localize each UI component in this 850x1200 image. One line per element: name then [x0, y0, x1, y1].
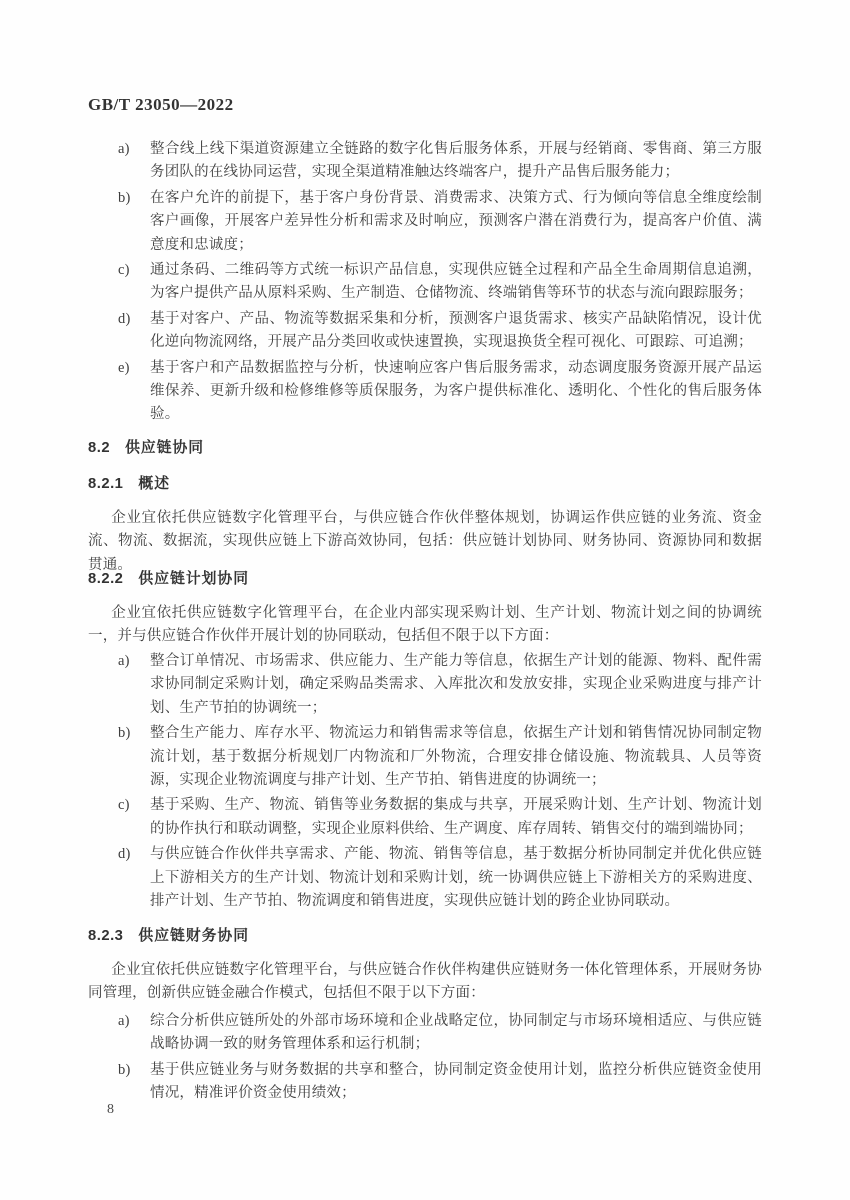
section-heading-8-2 [88, 437, 762, 460]
list-item [88, 138, 762, 185]
paragraph-8-2-3: 企业宜依托供应链数字化管理平台，与供应链合作伙伴构建供应链财务一体化管理体系，开展财务协同管理，创新供应链金融合作模式，包括但不限于以下方面： [88, 962, 762, 1002]
after-sales-list [88, 138, 762, 427]
doc-number: GB/T 23050—2022 [88, 95, 234, 114]
list-item [88, 357, 762, 427]
item-text: 基于供应链业务与财务数据的共享和整合，协同制定资金使用计划，监控分析供应链资金使用情况，精准评价资金使用绩效； [150, 1061, 762, 1102]
item-text: 整合生产能力、库存水平、物流运力和销售需求等信息，依据生产计划和销售情况协同制定物流计划，基于数据分析规划厂内物流和厂外物流，合理安排仓储设施、物流载具、人员等资源，实现企业物流调度与排产计划、生产节拍、销售进度的协调统一； [150, 725, 762, 789]
section-heading-8-2-2 [88, 568, 762, 591]
item-text: 整合订单情况、市场需求、供应能力、生产能力等信息，依据生产计划的能源、物料、配件需求协同制定采购计划，确定采购品类需求、入库批次和发放安排，实现企业采购进度与排产计划、生产节拍的协调统一； [150, 653, 762, 716]
list-item [88, 259, 762, 306]
list-item [88, 1010, 762, 1057]
section-number: 8.2.2 [88, 571, 124, 587]
item-text: 通过条码、二维码等方式统一标识产品信息，实现供应链全过程和产品全生命周期信息追溯，为客户提供产品从原料采购、生产制造、仓储物流、终端销售等环节的状态与流向跟踪服务； [150, 262, 762, 302]
plan-collab-list [88, 650, 762, 913]
item-text: 基于客户和产品数据监控与分析，快速响应客户售后服务需求，动态调度服务资源开展产品运维保养、更新升级和检修维修等质保服务，为客户提供标准化、透明化、个性化的售后服务体验。 [150, 359, 762, 423]
section-title: 概述 [138, 476, 171, 492]
section-heading-8-2-3 [88, 925, 762, 948]
item-label: e) [118, 359, 130, 376]
paragraph-8-2-2: 企业宜依托供应链数字化管理平台，在企业内部实现采购计划、生产计划、物流计划之间的协调统一，并与供应链合作伙伴开展计划的协同联动，包括但不限于以下方面： [88, 605, 762, 645]
section-number: 8.2.1 [88, 476, 124, 492]
item-text: 整合线上线下渠道资源建立全链路的数字化售后服务体系，开展与经销商、零售商、第三方服务团队的在线协同运营，实现全渠道精准触达终端客户，提升产品售后服务能力； [150, 141, 762, 181]
item-label: c) [118, 797, 130, 814]
item-text: 与供应链合作伙伴共享需求、产能、物流、销售等信息，基于数据分析协同制定并优化供应链上下游相关方的生产计划、物流计划和采购计划，统一协调供应链上下游相关方的采购进度、排产计划、生产节拍、物流调度和销售进度，实现供应链计划的跨企业协同联动。 [150, 846, 762, 910]
section-number: 8.2.3 [88, 928, 124, 944]
item-label: d) [118, 846, 131, 863]
page-number: 8 [107, 1102, 114, 1117]
item-label: a) [118, 141, 130, 157]
item-text: 在客户允许的前提下，基于客户身份背景、消费需求、决策方式、行为倾向等信息全维度绘制客户画像，开展客户差异性分析和需求及时响应，预测客户潜在消费行为，提高客户价值、满意度和忠诚度； [150, 189, 762, 253]
item-label: d) [118, 310, 131, 327]
section-title: 供应链财务协同 [138, 928, 250, 944]
section-number: 8.2 [88, 440, 111, 456]
list-item [88, 1059, 762, 1106]
list-item [88, 722, 762, 792]
item-label: b) [118, 189, 131, 206]
paragraph-8-2-1: 企业宜依托供应链数字化管理平台，与供应链合作伙伴整体规划，协调运作供应链的业务流、资金流、物流、数据流，实现供应链上下游高效协同，包括：供应链计划协同、财务协同、资源协同和数据贯通。 [88, 510, 762, 573]
item-label: a) [118, 1013, 130, 1029]
list-item [88, 794, 762, 841]
item-label: c) [118, 262, 130, 279]
list-item [88, 843, 762, 913]
item-label: b) [118, 1061, 131, 1078]
section-title: 供应链计划协同 [138, 571, 250, 587]
section-heading-8-2-1 [88, 473, 762, 496]
list-item [88, 187, 762, 257]
item-label: b) [118, 725, 131, 742]
item-text: 基于采购、生产、物流、销售等业务数据的集成与共享，开展采购计划、生产计划、物流计划的协作执行和联动调整，实现企业原料供给、生产调度、库存周转、销售交付的端到端协同； [150, 797, 762, 837]
section-title: 供应链协同 [125, 440, 205, 456]
item-label: a) [118, 653, 130, 669]
list-item [88, 650, 762, 720]
finance-collab-list [88, 1010, 762, 1106]
item-text: 综合分析供应链所处的外部市场环境和企业战略定位，协同制定与市场环境相适应、与供应链战略协调一致的财务管理体系和运行机制； [150, 1013, 762, 1053]
item-text: 基于对客户、产品、物流等数据采集和分析，预测客户退货需求、核实产品缺陷情况，设计优化逆向物流网络，开展产品分类回收或快速置换，实现退换货全程可视化、可跟踪、可追溯； [150, 310, 762, 351]
list-item [88, 308, 762, 355]
